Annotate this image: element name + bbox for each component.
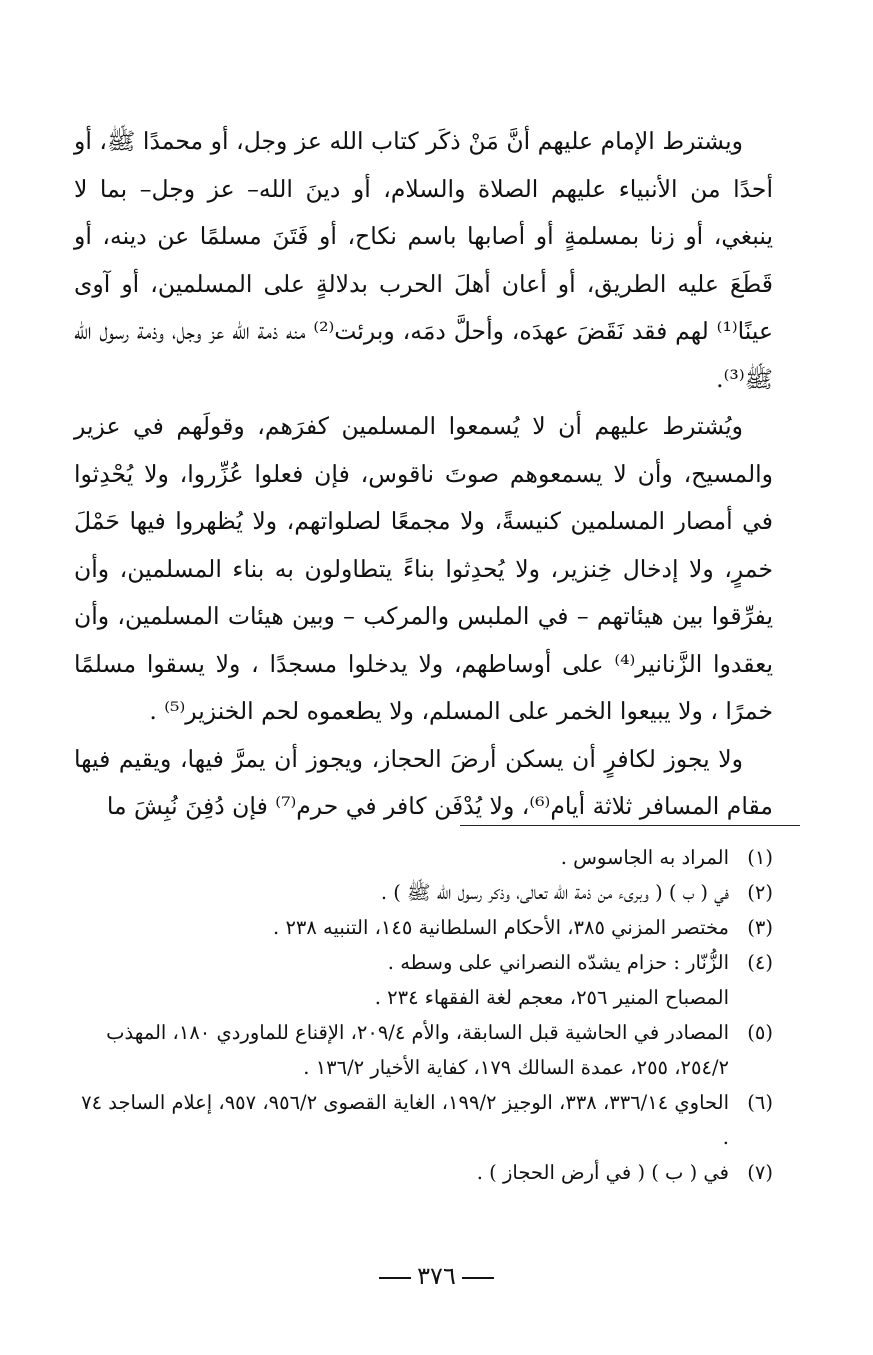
dash-left	[462, 1277, 494, 1279]
footnote-text: المصادر في الحاشية قبل السابقة، والأم ٢٠٩/٤، الإقناع للماوردي ١٨٠، المهذب ٢٥٤/٢، ٢٥٥، عمدة السالك ١٧٩، كفاية الأخيار ١٣٦/٢ .	[106, 1021, 729, 1079]
footnote-text: المراد به الجاسوس .	[560, 846, 729, 869]
footnote-text: مختصر المزني ٣٨٥، الأحكام السلطانية ١٤٥، التنبيه ٢٣٨ .	[273, 916, 729, 939]
footnote-number: (٢)	[747, 881, 773, 904]
footnote	[76, 875, 773, 910]
footnote-number: (٣)	[747, 916, 773, 939]
footnote-divider	[460, 825, 800, 826]
main-text	[74, 118, 773, 831]
footnote	[76, 1155, 773, 1190]
footnotes	[76, 840, 773, 1190]
paragraph: ولا يجوز لكافرٍ أن يسكن أرضَ الحجاز، ويجوز أن يمرَّ فيها، ويقيم فيها مقام المسافر ثلاثة أيام⁽⁶⁾، ولا يُدْفَن كافر في حرم⁽⁷⁾ فإن دُفِنَ نُبِشَ ما	[74, 744, 773, 820]
footnote-text: الزُّنّار : حزام يشدّه النصراني على وسطه .	[387, 951, 729, 974]
page-number	[0, 1262, 873, 1290]
footnote-number: (٥)	[747, 1021, 773, 1044]
page-number-text: ٣٧٦	[417, 1262, 456, 1290]
footnote-number: (١)	[747, 846, 773, 869]
paragraph: ويشترط الإمام عليهم أنَّ مَنْ ذكَر كتاب الله عز وجل، أو محمدًا ﷺ، أو أحدًا من الأنبياء عليهم الصلاة والسلام، أو دينَ الله– عز وجل– بما لا ينبغي، أو زنا بمسلمةٍ أو أصابها باسم نكاح، أو فَتَنَ مسلمًا عن دينه، أو قَطَعَ عليه الطريق، أو أعان أهلَ الحرب بدلالةٍ على المسلمين، أو آوى عينًا⁽¹⁾ لهم فقد نَقَضَ عهدَه، وأحلَّ دمَه، وبرئت⁽²⁾ منه ذمة الله عز وجل، وذمة رسول الله ﷺ⁽³⁾.	[74, 127, 773, 393]
footnote-number: (٦)	[747, 1091, 773, 1114]
footnote-number: (٤)	[747, 951, 773, 974]
footnote	[76, 1085, 773, 1155]
footnote	[76, 1015, 773, 1085]
footnote-text: الحاوي ٣٣٦/١٤، ٣٣٨، الوجيز ١٩٩/٢، الغاية القصوى ٩٥٦/٢، ٩٥٧، إعلام الساجد ٧٤ .	[81, 1091, 729, 1149]
footnote-text: المصباح المنير ٢٥٦، معجم لغة الفقهاء ٢٣٤ .	[374, 986, 729, 1009]
footnote	[76, 945, 773, 1015]
dash-right	[379, 1277, 411, 1279]
footnote	[76, 910, 773, 945]
footnote-text: في ( ب ) ( في أرض الحجاز ) .	[476, 1161, 729, 1184]
footnote-text: في ( ب ) ( وبرىء من ذمة الله تعالى، وذكر رسول الله ﷺ ) .	[380, 881, 729, 904]
footnote	[76, 840, 773, 875]
footnote-number: (٧)	[747, 1161, 773, 1184]
paragraph: ويُشترط عليهم أن لا يُسمعوا المسلمين كفرَهم، وقولَهم في عزير والمسيح، وأن لا يسمعوهم صوتَ ناقوس، فإن فعلوا عُزِّروا، ولا يُحْدِثوا في أمصار المسلمين كنيسةً، ولا مجمعًا لصلواتهم، ولا يُظهروا فيها حَمْلَ خمرٍ، ولا إدخال خِنزير، ولا يُحدِثوا بناءً يتطاولون به بناء المسلمين، وأن يفرِّقوا بين هيئاتهم – في الملبس والمركب – وبين هيئات المسلمين، وأن يعقدوا الزَّنانير⁽⁴⁾ على أوساطهم، ولا يدخلوا مسجدًا ، ولا يسقوا مسلمًا خمرًا ، ولا يبيعوا الخمر على المسلم، ولا يطعموه لحم الخنزير⁽⁵⁾ .	[74, 412, 773, 725]
